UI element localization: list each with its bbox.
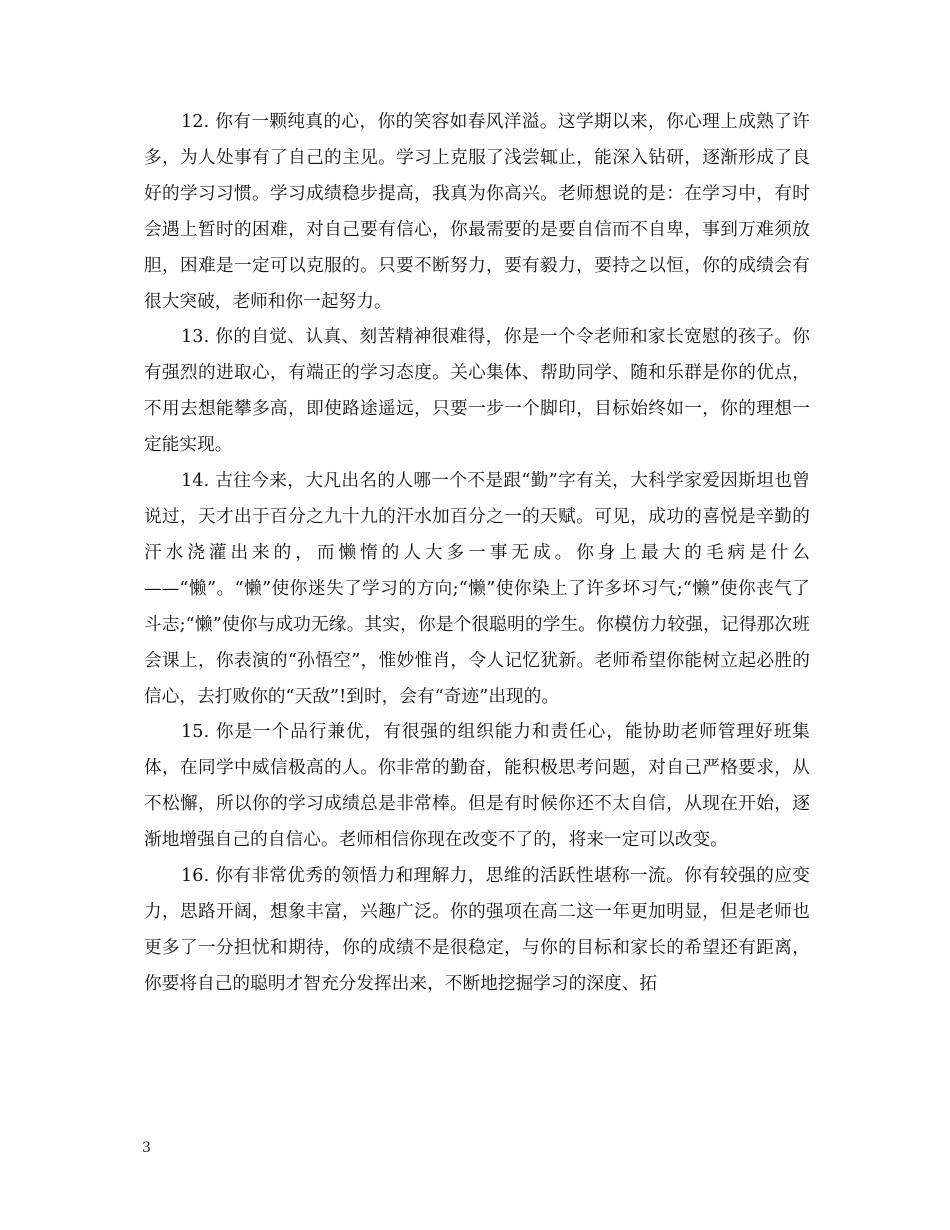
page-number: 3 xyxy=(142,1140,151,1156)
paragraph-14: 14. 古往今来，大凡出名的人哪一个不是跟“勤”字有关，大科学家爱因斯坦也曾说过，天才出于百分之九十九的汗水加百分之一的天赋。可见，成功的喜悦是辛勤的汗水浇灌出来的，而懒惰的人大多一事无成。你身上最大的毛病是什么——“懒”。“懒”使你迷失了学习的方向;“懒”使你染上了许多坏习气;“懒”使你丧气了斗志;“懒”使你与成功无缘。其实，你是个很聪明的学生。你模仿力较强，记得那次班会课上，你表演的“孙悟空”，惟妙惟肖，令人记忆犹新。老师希望你能树立起必胜的信心，去打败你的“天敌”!到时，会有“奇迹”出现的。 xyxy=(144,471,810,707)
document-body xyxy=(144,105,810,1003)
paragraph-16: 16. 你有非常优秀的领悟力和理解力，思维的活跃性堪称一流。你有较强的应变力，思路开阔，想象丰富，兴趣广泛。你的强项在高二这一年更加明显，但是老师也更多了一分担忧和期待，你的成绩不是很稳定，与你的目标和家长的希望还有距离，你要将自己的聪明才智充分发挥出来，不断地挖掘学习的深度、拓 xyxy=(144,866,810,994)
paragraph-12: 12. 你有一颗纯真的心，你的笑容如春风洋溢。这学期以来，你心理上成熟了许多，为人处事有了自己的主见。学习上克服了浅尝辄止，能深入钻研，逐渐形成了良好的学习习惯。学习成绩稳步提高，我真为你高兴。老师想说的是：在学习中，有时会遇上暂时的困难，对自己要有信心，你最需要的是要自信而不自卑，事到万难须放胆，困难是一定可以克服的。只要不断努力，要有毅力，要持之以恒，你的成绩会有很大突破，老师和你一起努力。 xyxy=(144,112,810,312)
paragraph-15: 15. 你是一个品行兼优，有很强的组织能力和责任心，能协助老师管理好班集体，在同学中威信极高的人。你非常的勤奋，能积极思考问题，对自己严格要求，从不松懈，所以你的学习成绩总是非常棒。但是有时候你还不太自信，从现在开始，逐渐地增强自己的自信心。老师相信你现在改变不了的，将来一定可以改变。 xyxy=(144,722,810,851)
paragraph-13: 13. 你的自觉、认真、刻苦精神很难得，你是一个令老师和家长宽慰的孩子。你有强烈的进取心，有端正的学习态度。关心集体、帮助同学、随和乐群是你的优点，不用去想能攀多高，即使路途遥远，只要一步一个脚印，目标始终如一，你的理想一定能实现。 xyxy=(144,327,810,456)
